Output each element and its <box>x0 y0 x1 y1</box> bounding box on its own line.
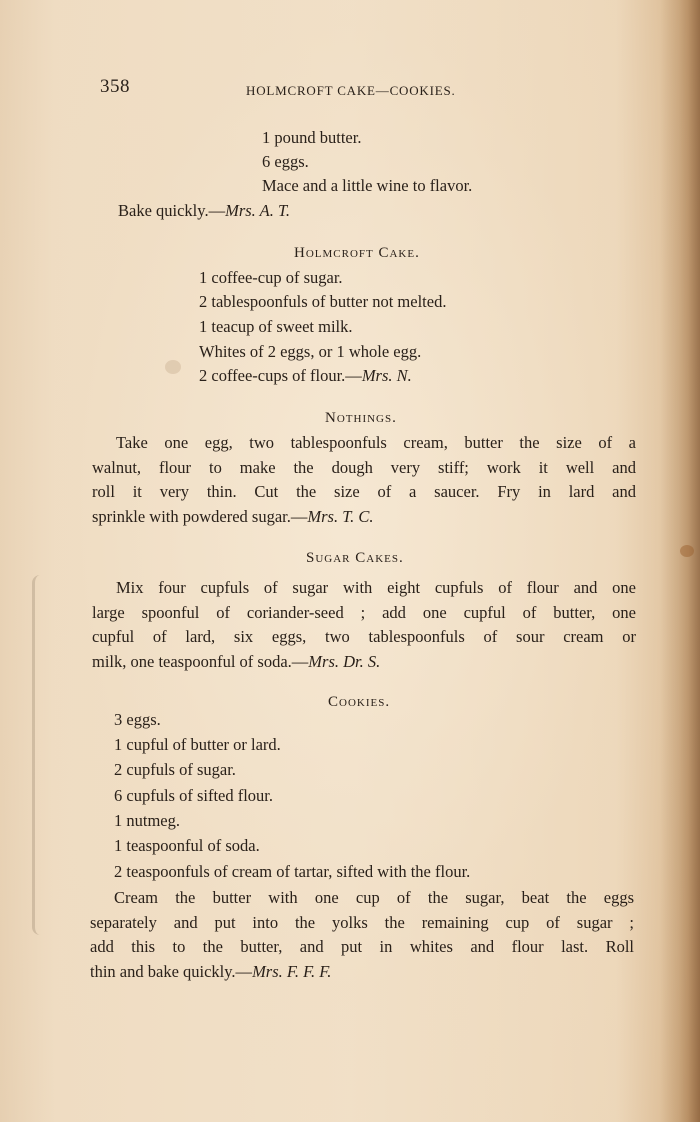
ingredient-line: Whites of 2 eggs, or 1 whole egg. <box>199 342 422 361</box>
recipe-paragraph <box>92 431 636 529</box>
page-header <box>100 76 500 100</box>
recipe-title: Holmcroft Cake. <box>294 245 420 261</box>
paragraph-line <box>90 960 634 985</box>
running-head: HOLMCROFT CAKE—COOKIES. <box>246 83 456 98</box>
paper-stain <box>165 360 181 374</box>
paragraph-line: Cream the butter with one cup of the sugar, beat the eggs <box>114 888 634 907</box>
ingredient-line: 1 teaspoonful of soda. <box>114 836 260 855</box>
closing-text: Bake quickly.— <box>118 201 226 220</box>
recipe-signature: Mrs. F. F. F. <box>252 961 332 981</box>
ingredient-line: 6 cupfuls of sifted flour. <box>114 786 274 805</box>
paragraph-line: large spoonful of coriander-seed ; add one cupful of butter, one <box>92 602 636 622</box>
ingredient-line: 1 pound butter. <box>262 128 362 147</box>
ingredient-line: 2 teaspoonfuls of cream of tartar, sifted with the flour. <box>114 862 471 881</box>
ingredient-line <box>199 364 412 388</box>
recipe-title: Cookies. <box>328 694 391 710</box>
paragraph-line: roll it very thin. Cut the size of a saucer. Fry in lard and <box>92 482 636 501</box>
ingredient-line: 3 eggs. <box>114 710 161 729</box>
ingredient-line: Mace and a little wine to flavor. <box>262 176 473 195</box>
recipe-signature: Mrs. A. T. <box>225 201 291 220</box>
paragraph-line: Mix four cupfuls of sugar with eight cupfuls of flour and one <box>116 578 636 597</box>
paragraph-line: walnut, flour to make the dough very stiff; work it well and <box>92 457 636 477</box>
paragraph-line: cupful of lard, six eggs, two tablespoonfuls of sour cream or <box>92 627 636 646</box>
paragraph-line <box>92 505 636 530</box>
ingredient-line: 2 tablespoonfuls of butter not melted. <box>199 292 447 311</box>
paragraph-text: sprinkle with powdered sugar.— <box>92 506 308 526</box>
ingredient-text: 2 coffee-cups of flour.— <box>199 366 362 385</box>
ingredient-line: 1 cupful of butter or lard. <box>114 735 281 754</box>
ingredient-line: 1 teacup of sweet milk. <box>199 317 353 336</box>
recipe-title: Nothings. <box>325 410 397 426</box>
ingredient-line: 1 coffee-cup of sugar. <box>199 268 343 287</box>
recipe-paragraph <box>90 886 634 984</box>
paragraph-text: thin and bake quickly.— <box>90 961 253 981</box>
page-number: 358 <box>100 76 130 97</box>
recipe-title: Sugar Cakes. <box>306 550 404 566</box>
paragraph-text: milk, one teaspoonful of soda.— <box>92 651 309 671</box>
ingredient-line: 2 cupfuls of sugar. <box>114 760 236 779</box>
recipe-closing <box>118 199 290 223</box>
ingredient-line: 6 eggs. <box>262 152 309 171</box>
paragraph-line: add this to the butter, and put in whites and flour last. Roll <box>90 937 634 956</box>
paragraph-line <box>92 650 636 675</box>
paper-stain <box>680 545 694 557</box>
paragraph-line: separately and put into the yolks the remaining cup of sugar ; <box>90 912 634 932</box>
recipe-paragraph <box>92 576 636 674</box>
ingredient-line: 1 nutmeg. <box>114 811 180 830</box>
recipe-signature: Mrs. Dr. S. <box>308 651 381 671</box>
page-edge-shadow <box>660 0 700 1122</box>
recipe-signature: Mrs. N. <box>361 366 412 385</box>
recipe-signature: Mrs. T. C. <box>307 506 374 526</box>
margin-pencil-mark <box>32 575 49 935</box>
paragraph-line: Take one egg, two tablespoonfuls cream, butter the size of a <box>116 433 636 452</box>
